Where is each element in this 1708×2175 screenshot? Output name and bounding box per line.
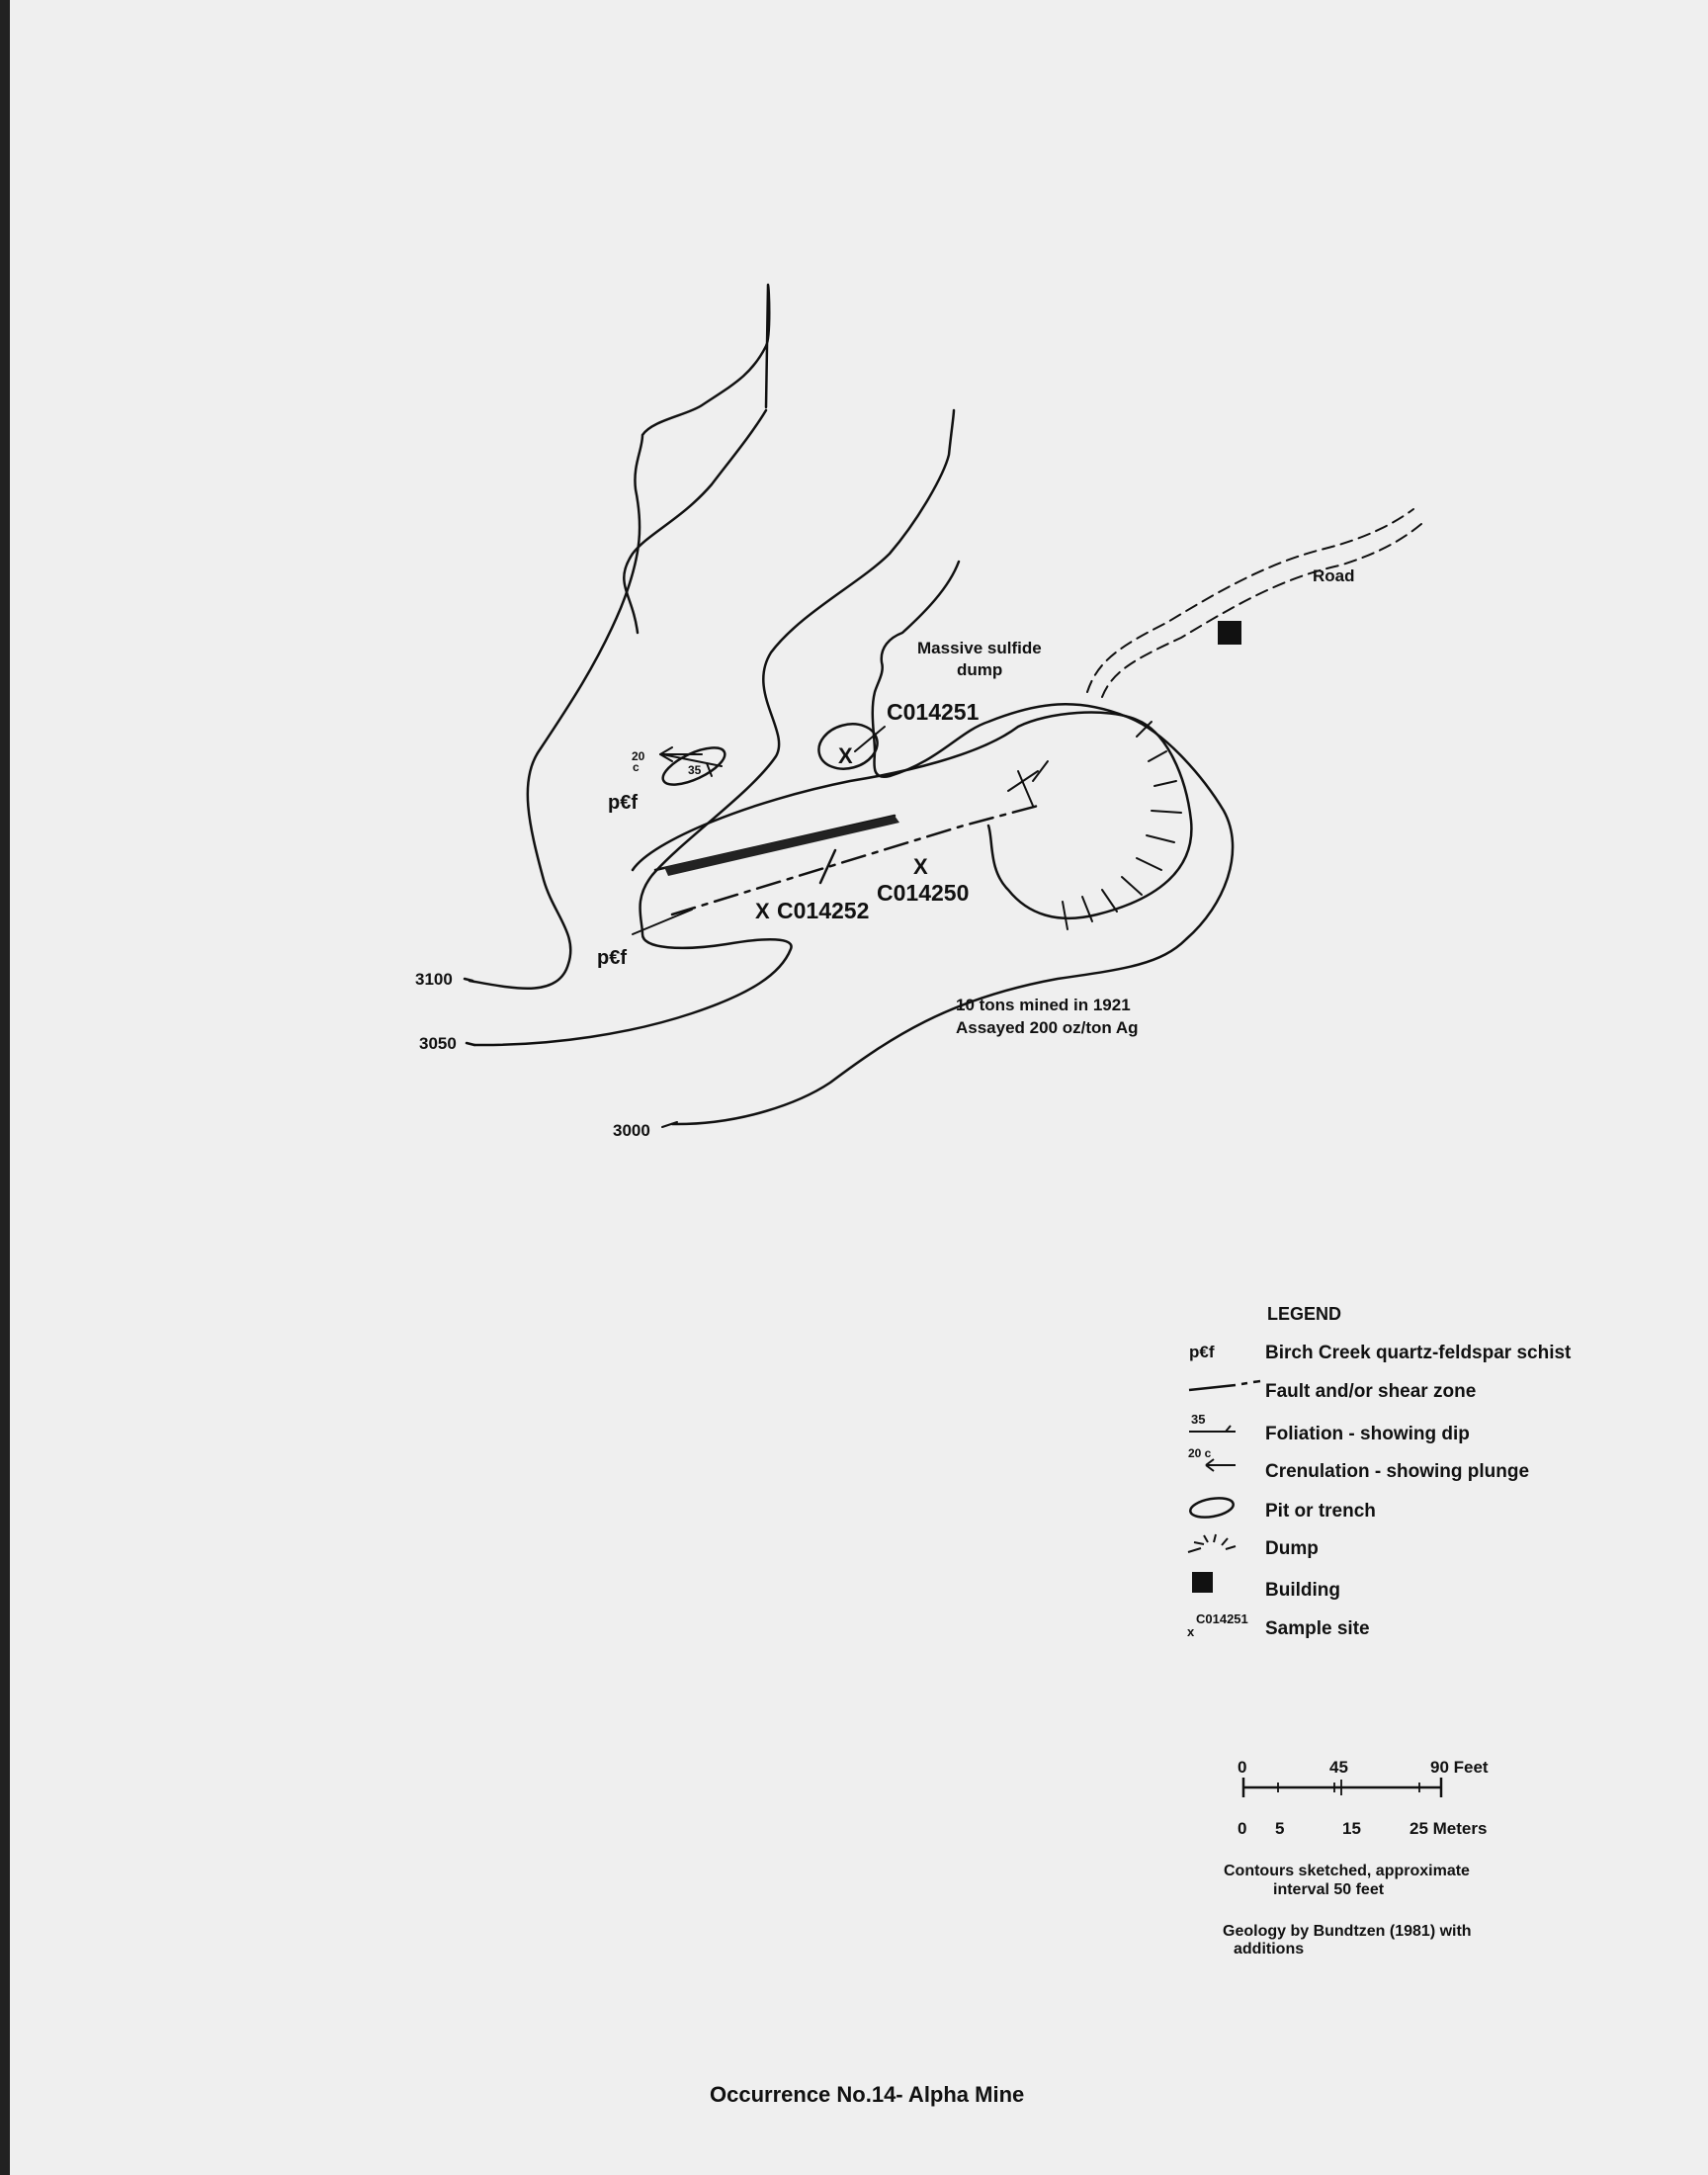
- building: [1218, 621, 1241, 645]
- legend-symbol-crenulation-arrow: [1206, 1459, 1236, 1471]
- scale-m-15: 15: [1342, 1819, 1361, 1838]
- scale-m-25: 25 Meters: [1409, 1819, 1488, 1838]
- legend-label-dump: Dump: [1265, 1538, 1319, 1559]
- legend-symbol-sample-mark: x: [1187, 1624, 1195, 1639]
- contour-label-3000: 3000: [613, 1121, 650, 1140]
- pcf-label-2: p€f: [597, 947, 627, 969]
- scale-bar: [1223, 1758, 1489, 1958]
- massive-sulfide-label-2: dump: [957, 660, 1003, 679]
- scale-feet-0: 0: [1238, 1758, 1247, 1777]
- legend-symbol-sample-id: C014251: [1196, 1611, 1248, 1626]
- legend: [1187, 1304, 1572, 1639]
- credit-2: additions: [1234, 1941, 1305, 1958]
- legend-label-pit: Pit or trench: [1265, 1501, 1376, 1522]
- tick-3050: [467, 1043, 474, 1045]
- scale-m-0: 0: [1238, 1819, 1247, 1838]
- legend-label-crenulation: Crenulation - showing plunge: [1265, 1461, 1530, 1482]
- legend-symbol-pit: [1189, 1495, 1235, 1520]
- legend-label-foliation: Foliation - showing dip: [1265, 1424, 1470, 1444]
- legend-label-fault: Fault and/or shear zone: [1265, 1381, 1477, 1402]
- mined-note-2: Assayed 200 oz/ton Ag: [956, 1018, 1139, 1037]
- legend-label-sample: Sample site: [1265, 1618, 1370, 1639]
- shear-zone-hatched: [664, 816, 899, 876]
- legend-symbol-fault: [1189, 1381, 1260, 1390]
- sample-label-c014252: C014252: [777, 898, 870, 923]
- legend-symbol-crenulation: 20 c: [1188, 1446, 1212, 1460]
- contour-label-3100: 3100: [415, 970, 453, 989]
- dump-hachures: [1063, 722, 1181, 929]
- sample-mark-c014252: X: [755, 899, 770, 923]
- road-line-2: [1102, 524, 1421, 697]
- road-line-1: [1087, 509, 1413, 692]
- legend-label-building: Building: [1265, 1580, 1340, 1601]
- scale-feet-90: 90 Feet: [1430, 1758, 1489, 1777]
- legend-symbol-dump: [1188, 1534, 1236, 1552]
- sample-label-c014251: C014251: [887, 699, 980, 725]
- pcf-label-1: p€f: [608, 792, 638, 814]
- scale-feet-45: 45: [1329, 1758, 1348, 1777]
- map-caption: Occurrence No.14- Alpha Mine: [710, 2082, 1025, 2107]
- legend-symbol-foliation-value: 35: [1191, 1412, 1206, 1427]
- sample-label-c014250: C014250: [877, 880, 970, 906]
- contour-3100: [470, 285, 769, 989]
- massive-sulfide-label-1: Massive sulfide: [917, 639, 1042, 657]
- scale-note-2: interval 50 feet: [1273, 1881, 1385, 1898]
- scale-m-5: 5: [1275, 1819, 1285, 1838]
- mined-note-1: 10 tons mined in 1921: [956, 996, 1131, 1014]
- legend-symbol-pcf: p€f: [1189, 1343, 1215, 1361]
- crenulation-c: c: [633, 760, 640, 774]
- legend-title: LEGEND: [1267, 1304, 1342, 1324]
- sample-mark-c014251: X: [838, 743, 853, 768]
- tick-3100: [465, 979, 472, 981]
- foliation-value: 35: [688, 763, 702, 777]
- contour-3100-upper: [624, 410, 766, 633]
- contour-label-3050: 3050: [419, 1034, 457, 1053]
- legend-label-schist: Birch Creek quartz-feldspar schist: [1265, 1343, 1572, 1363]
- adit-symbol: [1008, 761, 1048, 806]
- sample-mark-c014250: X: [913, 854, 928, 879]
- scale-note-1: Contours sketched, approximate: [1224, 1863, 1470, 1879]
- legend-symbol-building: [1192, 1572, 1213, 1593]
- road-label: Road: [1313, 566, 1355, 585]
- crenulation-value: 20: [632, 749, 645, 763]
- credit-1: Geology by Bundtzen (1981) with: [1223, 1923, 1472, 1940]
